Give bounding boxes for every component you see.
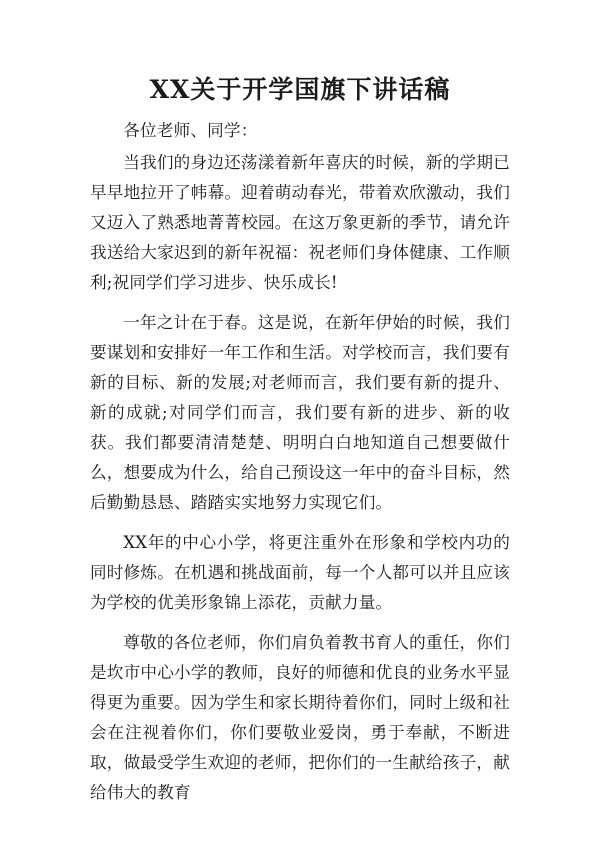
document-body (90, 116, 510, 818)
paragraph-3: XX年的中心小学，将更注重外在形象和学校内功的同时修炼。在机遇和挑战面前，每一个人都可以并且应该为学校的优美形象锦上添花，贡献力量。 (90, 533, 510, 612)
greeting-line: 各位老师、同学： (123, 121, 258, 140)
document-title: XX关于开学国旗下讲话稿 (149, 75, 451, 104)
paragraph-2: 一年之计在于春。这是说，在新年伊始的时候，我们要谋划和安排好一年工作和生活。对学校而言，我们要有新的目标、新的发展;对老师而言，我们要有新的提升、新的成就;对同学们而言，我们要有新的进步、新的收获。我们都要清清楚楚、明明白白地知道自己想要做什么，想要成为什么，给自己预设这一年中的奋斗目标，然后勤勤恳恳、踏踏实实地努力实现它们。 (90, 313, 510, 512)
paragraph-4: 尊敬的各位老师，你们肩负着教书育人的重任，你们是坎市中心小学的教师，良好的师德和优良的业务水平显得更为重要。因为学生和家长期待着你们，同时上级和社会在注视着你们，你们要敬业爱岗，勇于奉献，不断进取，做最受学生欢迎的老师，把你们的一生献给孩子，献给伟大的教育 (90, 633, 510, 802)
paragraph-1: 当我们的身边还荡漾着新年喜庆的时候，新的学期已早早地拉开了帏幕。迎着萌动春光，带着欢欣激动，我们又迈入了熟悉地菁菁校园。在这万象更新的季节，请允许我送给大家迟到的新年祝福：祝老师们身体健康、工作顺利;祝同学们学习进步、快乐成长! (90, 153, 510, 292)
